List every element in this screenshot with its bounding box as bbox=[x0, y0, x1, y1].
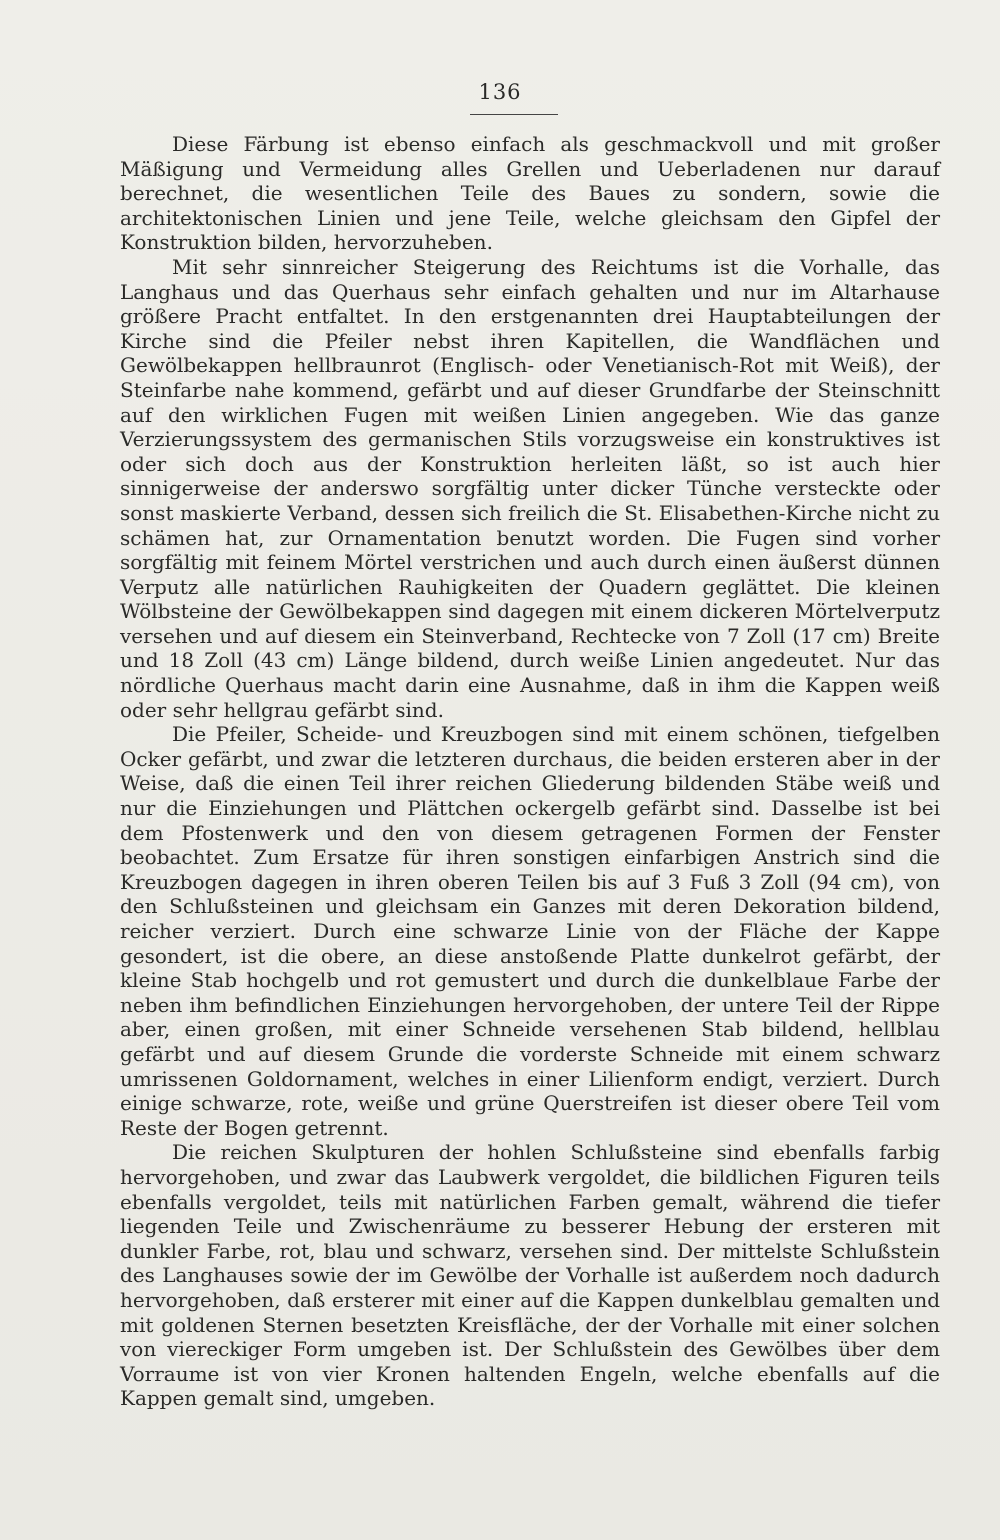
paragraph-3: Die Pfeiler, Scheide- und Kreuzbogen sind mit einem schönen, tiefgelben Ocker gefärbt, und zwar die letzteren durchaus, die beiden ersteren aber in der Weise, daß die einen Teil ihrer reichen Gliederung bildenden Stäbe weiß und nur die Einziehungen und Plättchen ockergelb gefärbt sind. Dasselbe ist bei dem Pfostenwerk und den von diesem getragenen Formen der Fenster beobachtet. Zum Ersatze für ihren sonstigen einfarbigen Anstrich sind die Kreuzbogen dagegen in ihren oberen Teilen bis auf 3 Fuß 3 Zoll (94 cm), von den Schlußsteinen und gleichsam ein Ganzes mit deren Dekoration bildend, reicher verziert. Durch eine schwarze Linie von der Fläche der Kappe gesondert, ist die obere, an diese anstoßende Platte dunkelrot gefärbt, der kleine Stab hochgelb und rot gemustert und durch die dunkelblaue Farbe der neben ihm befindlichen Einziehungen hervorgehoben, der untere Teil der Rippe aber, einen großen, mit einer Schneide versehenen Stab bildend, hellblau gefärbt und auf diesem Grunde die vorderste Schneide mit einem schwarz umrissenen Goldornament, welches in einer Lilienform endigt, verziert. Durch einige schwarze, rote, weiße und grüne Querstreifen ist dieser obere Teil vom Reste der Bogen getrennt. bbox=[120, 722, 940, 1140]
page-number-rule bbox=[470, 114, 558, 115]
paragraph-2: Mit sehr sinnreicher Steigerung des Reichtums ist die Vorhalle, das Langhaus und das Querhaus sehr einfach gehalten und nur im Altarhause größere Pracht entfaltet. In den erstgenannten drei Hauptabteilungen der Kirche sind die Pfeiler nebst ihren Kapitellen, die Wandflächen und Gewölbekappen hellbraunrot (Englisch- oder Venetianisch-Rot mit Weiß), der Steinfarbe nahe kommend, gefärbt und auf dieser Grundfarbe der Steinschnitt auf den wirklichen Fugen mit weißen Linien angegeben. Wie das ganze Verzierungssystem des germanischen Stils vorzugsweise ein konstruktives ist oder sich doch aus der Konstruktion herleiten läßt, so ist auch hier sinnigerweise der anderswo sorgfältig unter dicker Tünche versteckte oder sonst maskierte Verband, dessen sich freilich die St. Elisabethen-Kirche nicht zu schämen hat, zur Ornamentation benutzt worden. Die Fugen sind vorher sorgfältig mit feinem Mörtel verstrichen und auch durch einen äußerst dünnen Verputz alle natürlichen Rauhigkeiten der Quadern geglättet. Die kleinen Wölbsteine der Gewölbekappen sind dagegen mit einem dickeren Mörtelverputz versehen und auf diesem ein Steinverband, Rechtecke von 7 Zoll (17 cm) Breite und 18 Zoll (43 cm) Länge bildend, durch weiße Linien angedeutet. Nur das nördliche Querhaus macht darin eine Ausnahme, daß in ihm die Kappen weiß oder sehr hellgrau gefärbt sind. bbox=[120, 254, 940, 722]
paragraph-4: Die reichen Skulpturen der hohlen Schlußsteine sind ebenfalls farbig hervorgehoben, und zwar das Laubwerk vergoldet, die bildlichen Figuren teils ebenfalls vergoldet, teils mit natürlichen Farben gemalt, während die tiefer liegenden Teile und Zwischenräume zu besserer Hebung der ersteren mit dunkler Farbe, rot, blau und schwarz, versehen sind. Der mittelste Schlußstein des Langhauses sowie der im Gewölbe der Vorhalle ist außerdem noch dadurch hervorgehoben, daß ersterer mit einer auf die Kappen dunkelblau gemalten und mit goldenen Sternen besetzten Kreisfläche, der der Vorhalle mit einer solchen von viereckiger Form umgeben ist. Der Schlußstein des Gewölbes über dem Vorraume ist von vier Kronen haltenden Engeln, welche ebenfalls auf die Kappen gemalt sind, umgeben. bbox=[120, 1140, 940, 1411]
body-text bbox=[120, 132, 940, 1411]
paragraph-1: Diese Färbung ist ebenso einfach als geschmackvoll und mit großer Mäßigung und Vermeidung alles Grellen und Ueberladenen nur darauf berechnet, die wesentlichen Teile des Baues zu sondern, sowie die architektonischen Linien und jene Teile, welche gleichsam den Gipfel der Konstruktion bilden, hervorzuheben. bbox=[120, 132, 940, 255]
page-number: 136 bbox=[478, 80, 522, 104]
